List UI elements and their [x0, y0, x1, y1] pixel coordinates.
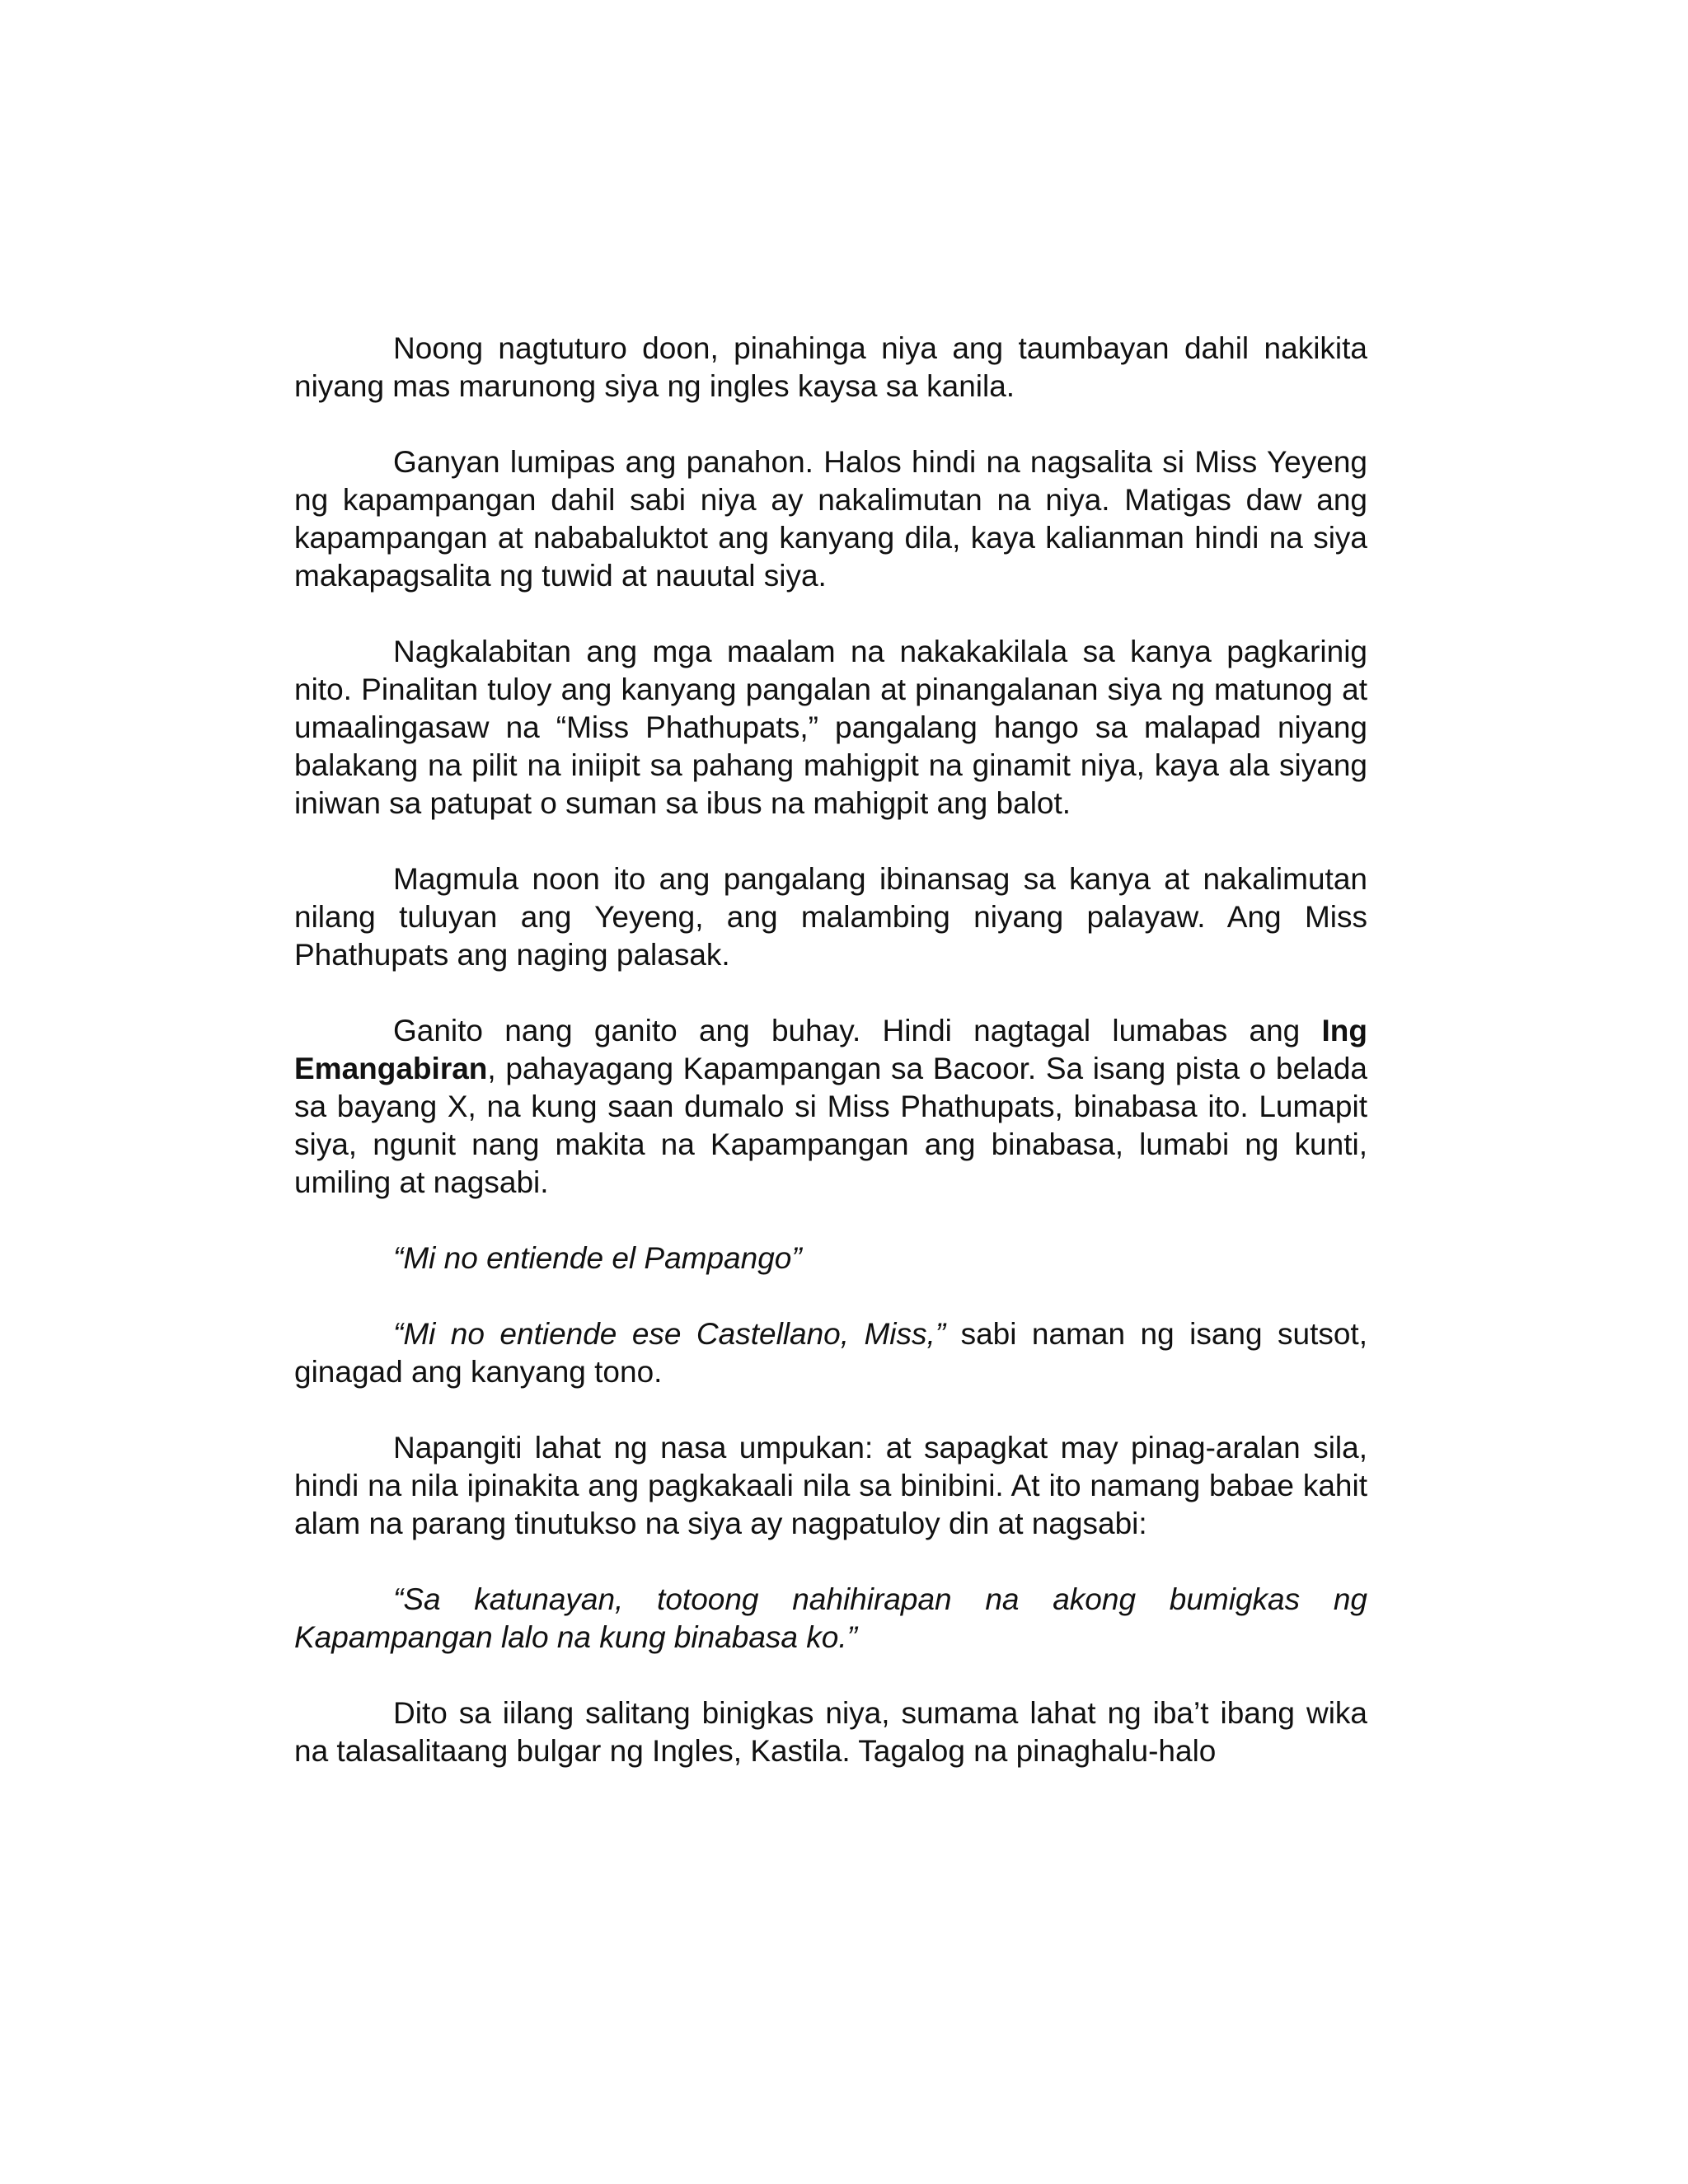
- paragraph-text: , pahayagang Kapampangan sa Bacoor. Sa isang pista o belada sa bayang X, na kung saan dumalo si Miss Phathupats, binabasa ito. Lumapit siya, ngunit nang makita na Kapampangan ang binabasa, lumabi ng kunti, umiling at nagsabi.: [294, 1052, 1367, 1199]
- quoted-dialogue: [294, 1315, 1367, 1391]
- paragraph-text: Napangiti lahat ng nasa umpukan: at sapagkat may pinag-aralan sila, hindi na nila ipinakita ang pagkakaali nila sa binibini. At ito namang babae kahit alam na parang tinutukso na siya ay nagpatuloy din at nagsabi:: [294, 1431, 1367, 1540]
- paragraph-text: Ganyan lumipas ang panahon. Halos hindi na nagsalita si Miss Yeyeng ng kapampangan dahil sabi niya ay nakalimutan na niya. Matigas daw ang kapampangan at nababaluktot ang kanyang dila, kaya kalianman hindi na siya makapagsalita ng tuwid at nauutal siya.: [294, 445, 1367, 593]
- paragraph: [294, 860, 1367, 974]
- paragraph: [294, 1012, 1367, 1202]
- paragraph-text: Ganito nang ganito ang buhay. Hindi nagtagal lumabas ang: [393, 1014, 1322, 1047]
- paragraph: [294, 1694, 1367, 1770]
- paragraph: [294, 633, 1367, 823]
- body-text: [294, 330, 1367, 1770]
- paragraph-text: Dito sa iilang salitang binigkas niya, sumama lahat ng iba’t ibang wika na talasalitaang bulgar ng Ingles, Kastila. Tagalog na pinaghalu-halo: [294, 1696, 1367, 1768]
- paragraph-text: sabi naman ng isang sutsot, ginagad ang kanyang tono.: [294, 1317, 1367, 1389]
- italic-quote: “Mi no entiende ese Castellano, Miss,”: [393, 1317, 946, 1351]
- paragraph: [294, 1429, 1367, 1543]
- italic-quote: “Mi no entiende el Pampango”: [393, 1241, 802, 1275]
- quoted-dialogue: [294, 1240, 1367, 1277]
- paragraph: [294, 443, 1367, 595]
- paragraph-text: Magmula noon ito ang pangalang ibinansag sa kanya at nakalimutan nilang tuluyan ang Yeyeng, ang malambing niyang palayaw. Ang Miss Phathupats ang naging palasak.: [294, 862, 1367, 972]
- paragraph-text: Nagkalabitan ang mga maalam na nakakakilala sa kanya pagkarinig nito. Pinalitan tuloy ang kanyang pangalan at pinangalanan siya ng matunog at umaalingasaw na “Miss Phathupats,” pangalang hango sa malapad niyang balakang na pilit na iniipit sa pahang mahigpit na ginamit niya, kaya ala siyang iniwan sa patupat o suman sa ibus na mahigpit ang balot.: [294, 635, 1367, 820]
- paragraph: [294, 330, 1367, 405]
- italic-quote: “Sa katunayan, totoong nahihirapan na akong bumigkas ng Kapampangan lalo na kung binabasa ko.”: [294, 1582, 1367, 1654]
- quoted-dialogue: [294, 1581, 1367, 1657]
- newspaper-title: Ing Emangabiran: [294, 1014, 1367, 1085]
- paragraph-text: Noong nagtuturo doon, pinahinga niya ang taumbayan dahil nakikita niyang mas marunong siya ng ingles kaysa sa kanila.: [294, 331, 1367, 403]
